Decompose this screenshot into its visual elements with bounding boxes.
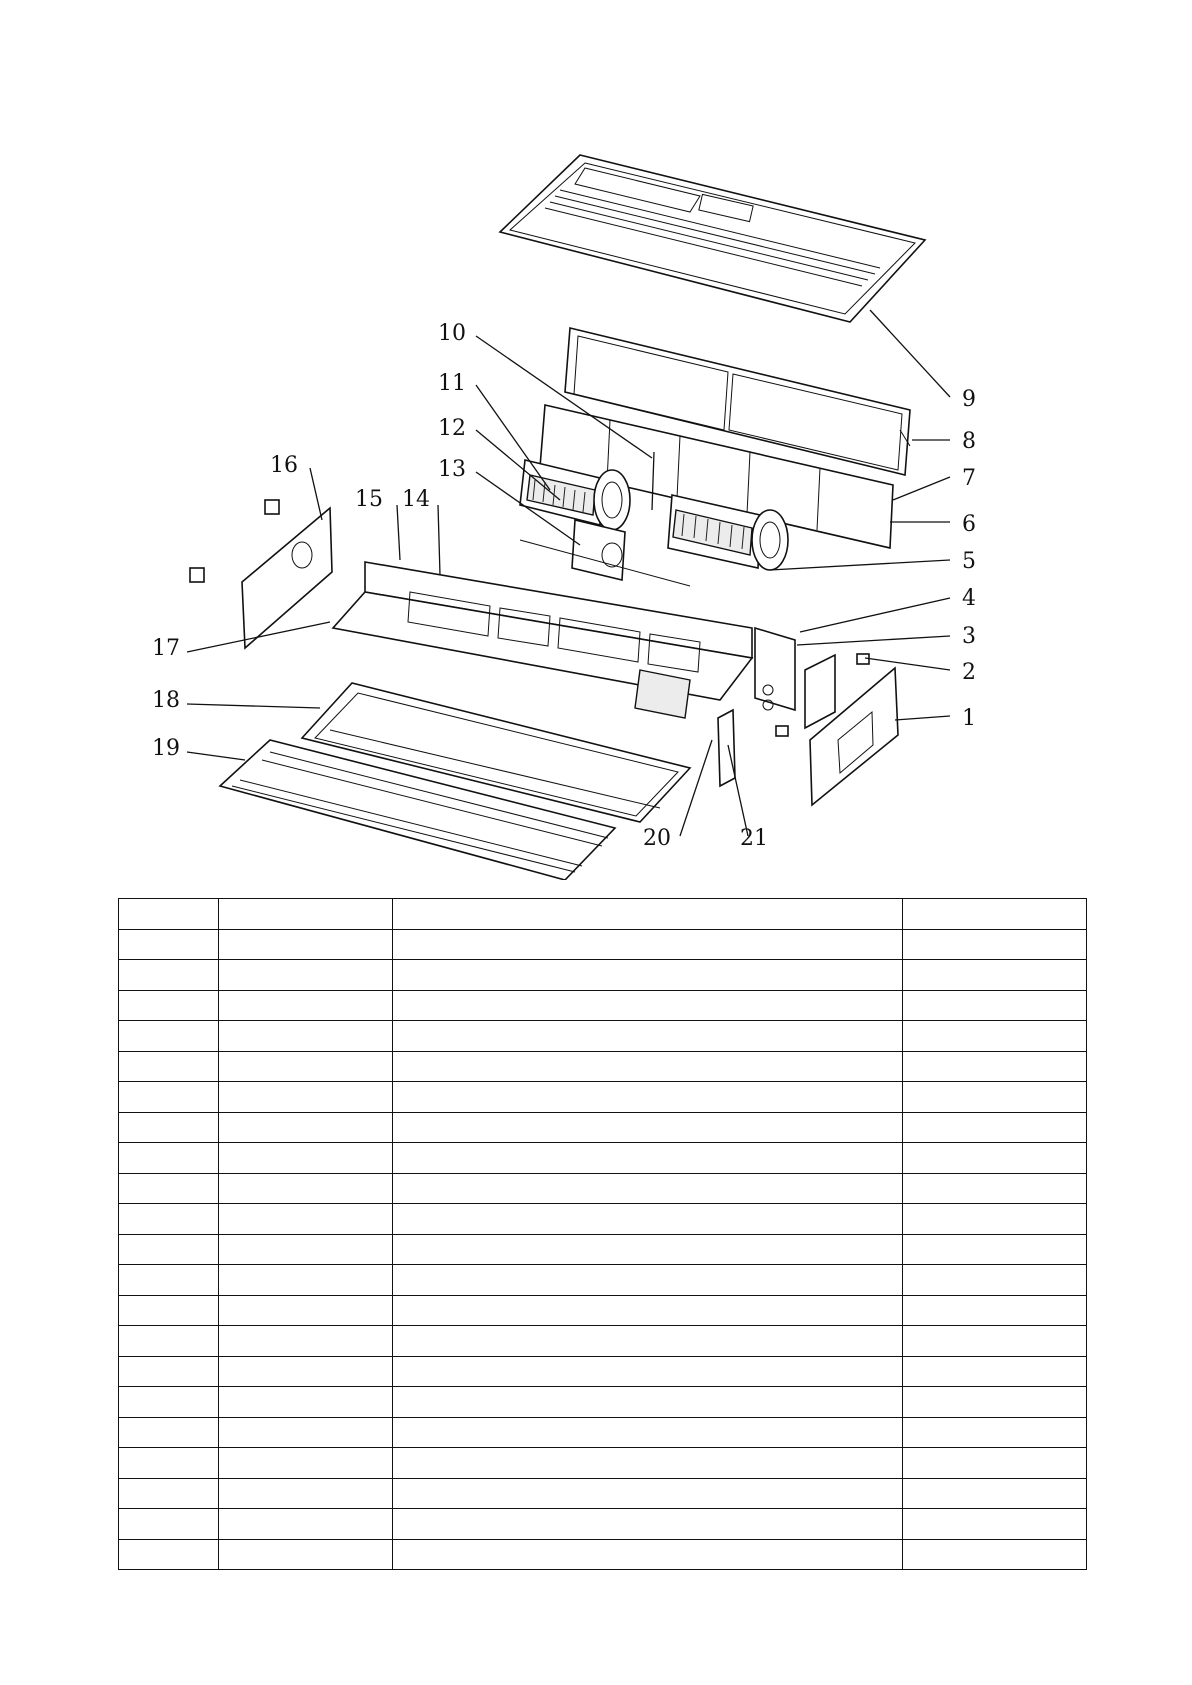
table-cell (393, 1509, 903, 1540)
table-cell (219, 1448, 393, 1479)
table-row (119, 1295, 1087, 1326)
callout-15: 15 (355, 487, 383, 512)
callout-21: 21 (740, 826, 768, 851)
table-cell (219, 990, 393, 1021)
table-cell (903, 1112, 1087, 1143)
table-cell (393, 1143, 903, 1174)
table-cell (903, 1356, 1087, 1387)
table-cell (903, 1295, 1087, 1326)
table-cell (903, 1417, 1087, 1448)
table-cell (219, 1387, 393, 1418)
callout-3: 3 (962, 624, 976, 649)
table-cell (903, 990, 1087, 1021)
table-cell (119, 1204, 219, 1235)
table-cell (903, 1387, 1087, 1418)
table-cell (219, 1082, 393, 1113)
table-cell (119, 1143, 219, 1174)
table-cell (219, 1204, 393, 1235)
table-cell (393, 1478, 903, 1509)
table-cell (393, 990, 903, 1021)
callout-5: 5 (962, 549, 976, 574)
table-cell (903, 1265, 1087, 1296)
table-cell (393, 1082, 903, 1113)
callout-20: 20 (643, 826, 671, 851)
table-cell (393, 1295, 903, 1326)
callout-2: 2 (962, 660, 976, 685)
callout-18: 18 (152, 688, 180, 713)
table-cell (119, 1448, 219, 1479)
table-cell (393, 1234, 903, 1265)
table-cell (393, 1051, 903, 1082)
table-row (119, 1112, 1087, 1143)
table-cell (393, 1265, 903, 1296)
callout-1: 1 (962, 706, 976, 731)
callout-16: 16 (270, 453, 298, 478)
table-cell (119, 1509, 219, 1540)
table-row (119, 1478, 1087, 1509)
table-cell (219, 1478, 393, 1509)
table-cell (219, 1326, 393, 1357)
top-cover-panel (500, 155, 925, 322)
table-cell (119, 929, 219, 960)
table-cell (393, 929, 903, 960)
table-cell (903, 899, 1087, 930)
table-cell (219, 1234, 393, 1265)
electric-box (755, 628, 795, 710)
callout-10: 10 (438, 321, 466, 346)
callout-19: 19 (152, 736, 180, 761)
table-row (119, 1356, 1087, 1387)
table-cell (903, 960, 1087, 991)
table-cell (393, 1448, 903, 1479)
table-cell (903, 1204, 1087, 1235)
table-cell (903, 1478, 1087, 1509)
table-row (119, 1265, 1087, 1296)
callout-9: 9 (962, 387, 976, 412)
table-cell (393, 1173, 903, 1204)
table-cell (119, 1265, 219, 1296)
table-cell (393, 1539, 903, 1570)
callout-7: 7 (962, 466, 976, 491)
table-cell (903, 1021, 1087, 1052)
table-cell (119, 1051, 219, 1082)
table-row (119, 960, 1087, 991)
table-row (119, 1387, 1087, 1418)
fan-motor (520, 520, 690, 586)
small-cover-plate (805, 655, 835, 728)
table-row (119, 1143, 1087, 1174)
table-cell (219, 1539, 393, 1570)
table-cell (119, 1021, 219, 1052)
table-cell (119, 1387, 219, 1418)
table-cell (903, 1326, 1087, 1357)
table-cell (119, 1234, 219, 1265)
table-cell (219, 1295, 393, 1326)
table-cell (903, 1143, 1087, 1174)
table-cell (393, 1417, 903, 1448)
table-row (119, 1539, 1087, 1570)
table-cell (119, 1082, 219, 1113)
table-cell (393, 1112, 903, 1143)
table-cell (219, 1356, 393, 1387)
table-cell (119, 1356, 219, 1387)
table-cell (903, 1234, 1087, 1265)
table-cell (119, 1326, 219, 1357)
table-cell (903, 1173, 1087, 1204)
table-row (119, 1417, 1087, 1448)
table-cell (119, 1478, 219, 1509)
table-cell (903, 1448, 1087, 1479)
table-cell (119, 990, 219, 1021)
table-row (119, 1051, 1087, 1082)
table-row (119, 1173, 1087, 1204)
callout-12: 12 (438, 416, 466, 441)
callout-13: 13 (438, 457, 466, 482)
table-cell (903, 1509, 1087, 1540)
callout-17: 17 (152, 636, 180, 661)
table-cell (903, 929, 1087, 960)
terminal-plate (718, 710, 735, 786)
table-row (119, 1326, 1087, 1357)
table-cell (219, 929, 393, 960)
table-cell (393, 1204, 903, 1235)
table-cell (219, 1112, 393, 1143)
table-cell (393, 1387, 903, 1418)
table-row (119, 1021, 1087, 1052)
table-cell (119, 1295, 219, 1326)
table-cell (393, 1326, 903, 1357)
table-cell (119, 1173, 219, 1204)
table-row (119, 1204, 1087, 1235)
callout-11: 11 (438, 371, 466, 396)
table-row (119, 1082, 1087, 1113)
table-cell (219, 1143, 393, 1174)
callout-14: 14 (402, 487, 430, 512)
table-cell (903, 1082, 1087, 1113)
table-cell (219, 1051, 393, 1082)
callout-4: 4 (962, 586, 976, 611)
table-cell (119, 1417, 219, 1448)
table-cell (219, 1173, 393, 1204)
table-cell (393, 960, 903, 991)
table-cell (903, 1539, 1087, 1570)
table-row (119, 899, 1087, 930)
table-cell (219, 1417, 393, 1448)
table-row (119, 929, 1087, 960)
table-cell (119, 960, 219, 991)
table-cell (903, 1051, 1087, 1082)
parts-list-body (119, 899, 1087, 1570)
table-row (119, 1509, 1087, 1540)
table-row (119, 990, 1087, 1021)
callout-8: 8 (962, 429, 976, 454)
table-row (119, 1448, 1087, 1479)
callout-6: 6 (962, 512, 976, 537)
table-cell (393, 1356, 903, 1387)
table-row (119, 1234, 1087, 1265)
parts-list-table (118, 898, 1087, 1570)
table-cell (393, 1021, 903, 1052)
table-cell (219, 960, 393, 991)
table-cell (119, 1112, 219, 1143)
table-cell (119, 1539, 219, 1570)
table-cell (219, 1265, 393, 1296)
table-cell (219, 1509, 393, 1540)
table-cell (219, 1021, 393, 1052)
table-cell (219, 899, 393, 930)
table-cell (393, 899, 903, 930)
table-cell (119, 899, 219, 930)
